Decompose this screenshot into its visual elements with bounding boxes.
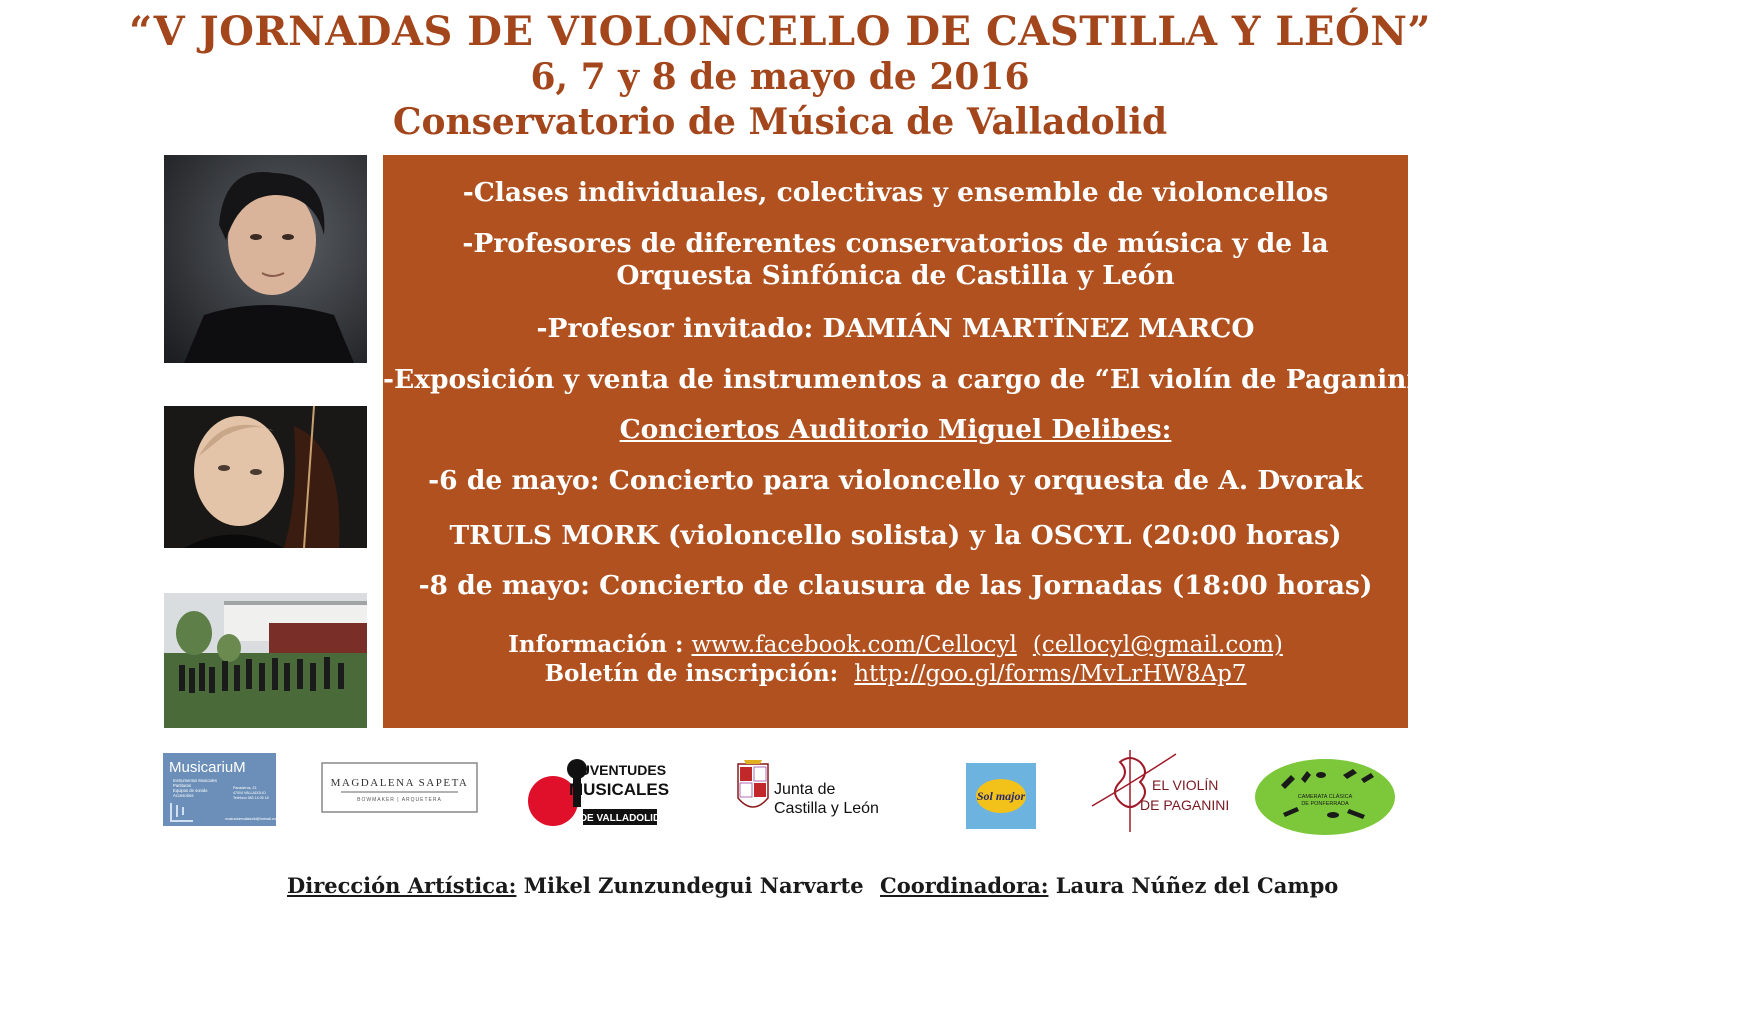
svg-text:Accesorios: Accesorios: [173, 793, 194, 798]
artistic-director-credit: [287, 873, 864, 898]
svg-text:Panaderos, 23: Panaderos, 23: [233, 786, 257, 790]
paganini-line2: DE PAGANINI: [1140, 797, 1230, 813]
facebook-link[interactable]: www.facebook.com/Cellocyl: [691, 632, 1017, 658]
info-guest-teacher: -Profesor invitado: DAMIÁN MARTÍNEZ MARCO: [536, 313, 1255, 344]
sol-major-logo: [966, 763, 1036, 829]
svg-text:Equipos de sonido: Equipos de sonido: [173, 788, 208, 793]
camerata-line1: CAMERATA CLÁSICA: [1297, 794, 1353, 800]
email-link[interactable]: (cellocyl@gmail.com): [1032, 632, 1283, 658]
info-teachers: -Profesores de diferentes conservatorios de música y de la: [462, 228, 1329, 259]
juventudes-line1: JUVENTUDES: [571, 762, 667, 778]
info-separator: :: [666, 631, 692, 658]
concert-1: -6 de mayo: Concierto para violoncello y orquesta de A. Dvorak: [428, 465, 1363, 496]
event-dates: 6, 7 y 8 de mayo de 2016: [530, 56, 1030, 98]
orchestra-group-photo: [164, 593, 367, 728]
concert-2: -8 de mayo: Concierto de clausura de las Jornadas (18:00 horas): [418, 570, 1373, 601]
registration-label: Boletín de inscripción:: [544, 660, 839, 687]
info-label: Información: [508, 631, 667, 658]
magdalena-sapeta-logo: [321, 762, 478, 813]
paganini-line1: EL VIOLÍN: [1152, 777, 1219, 793]
page-title: “V JORNADAS DE VIOLONCELLO DE CASTILLA Y LEÓN”: [129, 8, 1431, 55]
camerata-clasica-logo: [1253, 757, 1397, 837]
info-teachers-orchestra: Orquesta Sinfónica de Castilla y León: [616, 260, 1175, 291]
juventudes-line2: MUSICALES: [568, 780, 670, 799]
registration-line: [383, 660, 1408, 688]
info-classes: -Clases individuales, colectivas y ensemble de violoncellos: [462, 177, 1329, 208]
svg-text:47004 VALLADOLID: 47004 VALLADOLID: [233, 791, 266, 795]
sapeta-sub: BOWMAKER | ARQUETERA: [357, 797, 442, 803]
svg-text:Teléfono 983 14 05 18: Teléfono 983 14 05 18: [233, 796, 269, 800]
sol-major-name: Sol major: [976, 789, 1026, 803]
info-exhibition: -Exposición y venta de instrumentos a cargo de “El violín de Paganini”: [383, 364, 1432, 395]
sapeta-name: MAGDALENA SAPETA: [330, 777, 469, 789]
header: [0, 10, 1560, 144]
junta-line1: Junta de: [774, 781, 836, 798]
director-role: Dirección Artística:: [287, 873, 517, 898]
junta-line2: Castilla y León: [774, 800, 879, 817]
concerts-heading: Conciertos Auditorio Miguel Delibes:: [619, 414, 1172, 445]
svg-text:musicariumvalladolid@hotmail.c: musicariumvalladolid@hotmail.com: [225, 817, 279, 821]
svg-text:Instrumentos Musicales: Instrumentos Musicales: [173, 778, 217, 783]
portrait-photo-truls-mork: [164, 406, 367, 548]
event-venue: Conservatorio de Música de Valladolid: [392, 101, 1168, 143]
coordinator-credit: [880, 873, 1338, 898]
violin-de-paganini-logo: [1090, 744, 1230, 836]
concert-1-detail: TRULS MORK (violoncello solista) y la OSCYL (20:00 horas): [449, 520, 1342, 551]
camerata-line2: DE PONFERRADA: [1301, 801, 1349, 807]
juventudes-musicales-logo: [525, 757, 670, 829]
junta-castilla-leon-logo: [734, 758, 899, 822]
contact-info-line: [383, 631, 1408, 659]
musicarium-name: MusicariuM: [169, 759, 246, 776]
director-name: Mikel Zunzundegui Narvarte: [516, 873, 864, 898]
juventudes-line3: DE VALLADOLID: [579, 813, 661, 824]
portrait-photo-damian-martinez: [164, 155, 367, 363]
info-panel: [383, 155, 1432, 728]
coordinator-role: Coordinadora:: [880, 873, 1049, 898]
registration-form-link[interactable]: http://goo.gl/forms/MvLrHW8Ap7: [854, 661, 1247, 687]
musicarium-logo: [163, 753, 279, 826]
coordinator-name: Laura Núñez del Campo: [1048, 873, 1339, 898]
svg-text:Partituras: Partituras: [173, 783, 191, 788]
